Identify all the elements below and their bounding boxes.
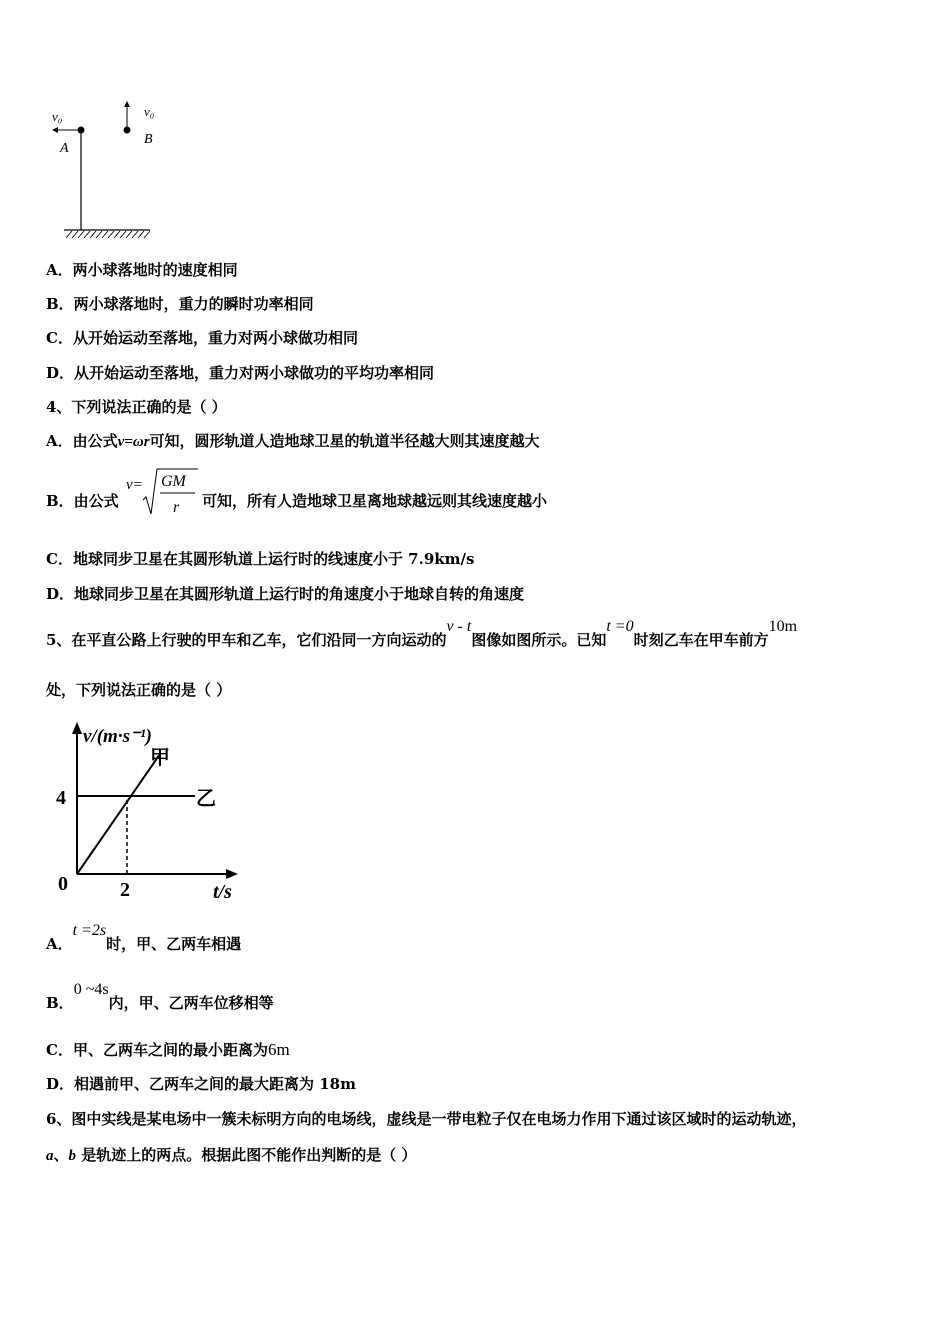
- q4-option-a-prefix: A．由公式: [46, 432, 118, 450]
- q4-option-a: [46, 431, 540, 452]
- q4-option-d: D．地球同步卫星在其圆形轨道上运行时的角速度小于地球自转的角速度: [46, 585, 525, 603]
- q4-option-a-formula: v=ωr: [117, 434, 150, 450]
- q5-option-a: [46, 922, 242, 955]
- q5-option-a-math: t =2s: [72, 922, 107, 939]
- x-axis-arrowhead: [226, 869, 238, 879]
- q6-stem-line2: [46, 1145, 416, 1166]
- vt-graph: [50, 718, 250, 908]
- q4-stem: 4、下列说法正确的是（ ）: [46, 398, 227, 416]
- q5-stem-part2: 图像如图所示。已知: [471, 631, 607, 649]
- q6-stem-text: 是轨迹上的两点。根据此图不能作出判断的是（ ）: [76, 1146, 417, 1164]
- ball-a-label: A: [60, 141, 69, 156]
- origin-label: 0: [58, 873, 68, 895]
- q4-option-a-text: 可知，圆形轨道人造地球卫星的轨道半径越大则其速度越大: [149, 432, 540, 450]
- q5-option-b-text: 内，甲、乙两车位移相等: [108, 994, 274, 1012]
- q6-separator: 、: [53, 1146, 69, 1164]
- q5-distance-math: 10m: [768, 618, 798, 635]
- q6-point-b: b: [68, 1148, 77, 1164]
- projectile-figure: [44, 96, 174, 246]
- q5-option-c: [46, 1040, 290, 1060]
- q4-option-c: C．地球同步卫星在其圆形轨道上运行时的线速度小于 7.9km/s: [46, 550, 475, 568]
- series-jia-label: 甲: [150, 747, 170, 769]
- x-axis-label: t/s: [213, 881, 232, 903]
- q5-option-b: [46, 981, 274, 1014]
- ball-a-v0-label: v₀: [52, 109, 63, 124]
- ground-hatch: [66, 231, 150, 238]
- q6-stem-line1: 6、图中实线是某电场中一簇未标明方向的电场线，虚线是一带电粒子仅在电场力作用下通过该区域时的运动轨迹，: [46, 1110, 807, 1128]
- ball-b-arrowhead: [124, 101, 130, 107]
- formula-denominator: r: [173, 499, 180, 516]
- y-axis-label: v/(m·s⁻¹): [83, 726, 153, 747]
- series-jia-line: [77, 754, 160, 874]
- x-tick-label: 2: [120, 879, 130, 901]
- q5-option-b-prefix: B．: [46, 994, 74, 1012]
- q5-stem-part3: 时刻乙车在甲车前方: [633, 631, 769, 649]
- q5-stem-part1: 5、在平直公路上行驶的甲车和乙车，它们沿同一方向运动的: [46, 631, 447, 649]
- q5-stem-line1: [46, 618, 798, 651]
- series-yi-label: 乙: [196, 788, 216, 810]
- y-tick-label: 4: [56, 787, 66, 809]
- q5-t0-math: t =0: [606, 618, 634, 635]
- q5-stem-line2: 处，下列说法正确的是（ ）: [46, 681, 232, 699]
- formula-numerator: GM: [161, 473, 186, 490]
- q3-option-a: A．两小球落地时的速度相同: [46, 261, 238, 279]
- ball-b-label: B: [144, 132, 153, 147]
- q6-point-a: a: [46, 1148, 54, 1164]
- q5-option-c-math: 6m: [267, 1040, 290, 1059]
- q4-option-b-formula: [124, 466, 200, 518]
- q5-option-d: D．相遇前甲、乙两车之间的最大距离为 18m: [46, 1075, 356, 1093]
- formula-v-equals: v=: [126, 477, 143, 493]
- q3-option-d: D．从开始运动至落地，重力对两小球做功的平均功率相同: [46, 364, 435, 382]
- q3-option-b: B．两小球落地时，重力的瞬时功率相同: [46, 295, 314, 313]
- q3-option-c: C．从开始运动至落地，重力对两小球做功相同: [46, 329, 358, 347]
- q5-option-c-text: C．甲、乙两车之间的最小距离为: [46, 1041, 268, 1059]
- q5-option-a-text: 时，甲、乙两车相遇: [106, 935, 242, 953]
- y-axis-arrowhead: [72, 722, 82, 734]
- q5-option-a-prefix: A．: [46, 935, 73, 953]
- ball-a-arrowhead: [52, 127, 58, 133]
- q4-option-b-prefix: B．由公式: [46, 492, 119, 510]
- q5-option-b-math: 0 ~4s: [73, 981, 109, 998]
- ball-b-v0-label: v₀: [144, 104, 155, 119]
- q5-vt-math: v - t: [446, 618, 472, 635]
- q4-option-b-text: 可知，所有人造地球卫星离地球越远则其线速度越小: [202, 492, 548, 510]
